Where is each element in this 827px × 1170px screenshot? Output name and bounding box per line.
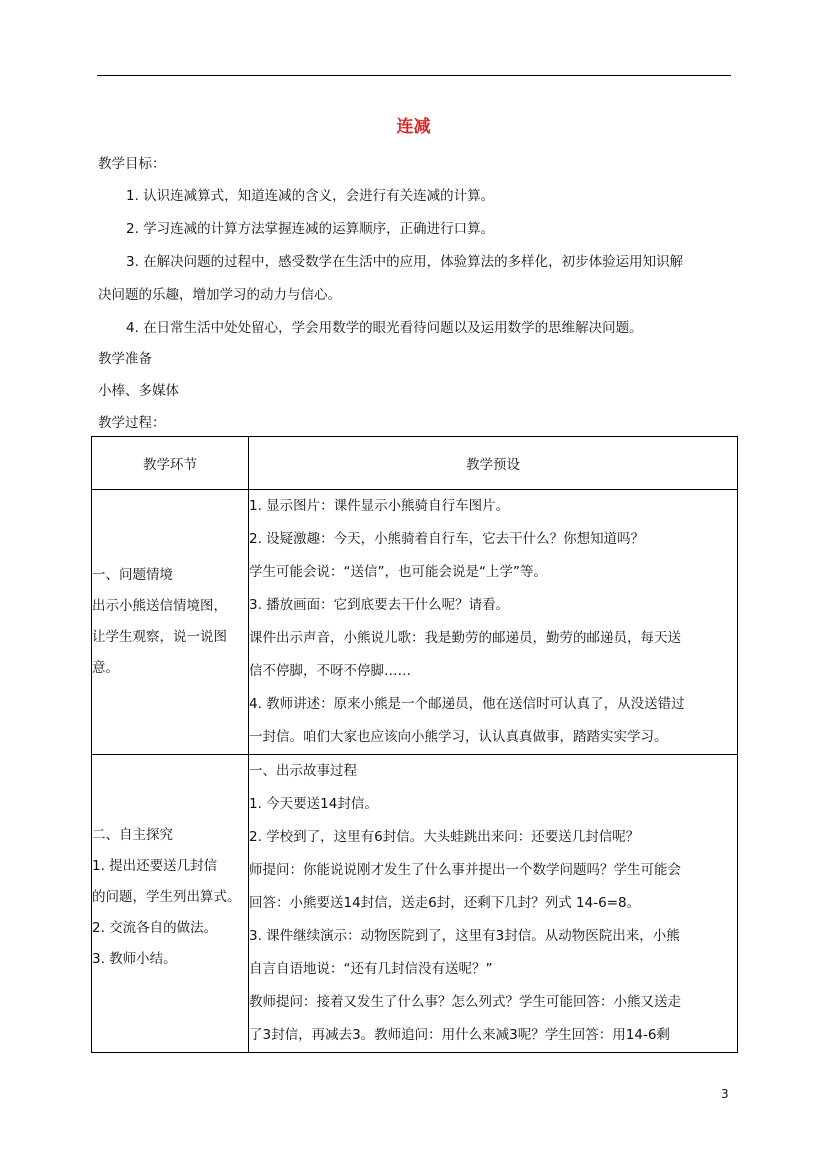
plan-line: 课件出示声音，小熊说儿歌：我是勤劳的邮递员，勤劳的邮递员，每天送 [249,630,681,646]
stage-line: 1. 提出还要送几封信 [92,858,218,874]
stage-line: 二、自主探究 [92,827,173,843]
process-heading: 教学过程： [98,415,166,431]
plan-line: 信不停脚，不呀不停脚…… [249,663,411,679]
plan-line: 3. 课件继续演示：动物医院到了，这里有3封信。从动物医院出来，小熊 [249,928,680,944]
plan-line: 1. 显示图片：课件显示小熊骑自行车图片。 [249,498,510,514]
page-number: 3 [721,1087,729,1101]
stage-line: 2. 交流各自的做法。 [92,920,218,936]
plan-line: 3. 播放画面：它到底要去干什么呢？请看。 [249,597,510,613]
goal-item-1: 1. 认识连减算式，知道连减的含义，会进行有关连减的计算。 [126,188,495,204]
plan-line: 回答：小熊要送14封信，送走6封，还剩下几封？列式 14-6=8。 [249,895,641,911]
table-header-row [92,437,738,490]
goal-item-3: 3. 在解决问题的过程中，感受数学在生活中的应用，体验算法的多样化，初步体验运用知识解 [126,254,684,270]
plan-line: 教师提问：接着又发生了什么事？怎么列式？学生可能回答：小熊又送走 [249,994,681,1010]
lesson-table [91,436,738,1053]
stage-cell [92,490,249,755]
header-plan: 教学预设 [249,437,738,490]
table-row [92,755,738,1053]
header-rule [97,75,731,76]
header-stage: 教学环节 [92,437,249,490]
plan-line: 了3封信，再减去3。教师追问：用什么来减3呢？学生回答：用14-6剩 [249,1027,670,1043]
plan-line: 自言自语地说：“还有几封信没有送呢？” [249,961,493,977]
stage-line: 出示小熊送信情境图， [92,598,227,614]
goal-item-2: 2. 学习连减的计算方法掌握连减的运算顺序，正确进行口算。 [126,221,495,237]
goal-item-4: 4. 在日常生活中处处留心，学会用数学的眼光看待问题以及运用数学的思维解决问题。 [126,320,643,336]
plan-cell [249,755,738,1053]
plan-line: 2. 设疑激趣：今天，小熊骑着自行车，它去干什么？你想知道吗？ [249,531,645,547]
plan-line: 师提问：你能说说刚才发生了什么事并提出一个数学问题吗？学生可能会 [249,862,681,878]
prep-text: 小棒、多媒体 [98,383,179,399]
plan-line: 1. 今天要送14封信。 [249,796,378,812]
prep-heading: 教学准备 [98,351,152,367]
plan-line: 4. 教师讲述：原来小熊是一个邮递员，他在送信时可认真了，从没送错过 [249,696,685,712]
goals-heading: 教学目标： [98,156,166,172]
plan-line: 一、出示故事过程 [249,763,357,779]
table-row [92,490,738,755]
plan-line: 学生可能会说：“送信”，也可能会说是“上学”等。 [249,564,547,580]
stage-line: 一、问题情境 [92,567,173,583]
plan-line: 2. 学校到了，这里有6封信。大头蛙跳出来问：还要送几封信呢？ [249,829,640,845]
plan-line: 一封信。咱们大家也应该向小熊学习，认认真真做事，踏踏实实学习。 [249,729,668,745]
plan-cell [249,490,738,755]
page-title: 连减 [396,117,431,137]
stage-line: 让学生观察，说一说图 [92,629,227,645]
stage-cell [92,755,249,1053]
stage-line: 的问题，学生列出算式。 [92,889,241,905]
stage-line: 3. 教师小结。 [92,951,177,967]
goal-item-3-cont: 决问题的乐趣，增加学习的动力与信心。 [98,287,341,303]
stage-line: 意。 [92,660,119,676]
